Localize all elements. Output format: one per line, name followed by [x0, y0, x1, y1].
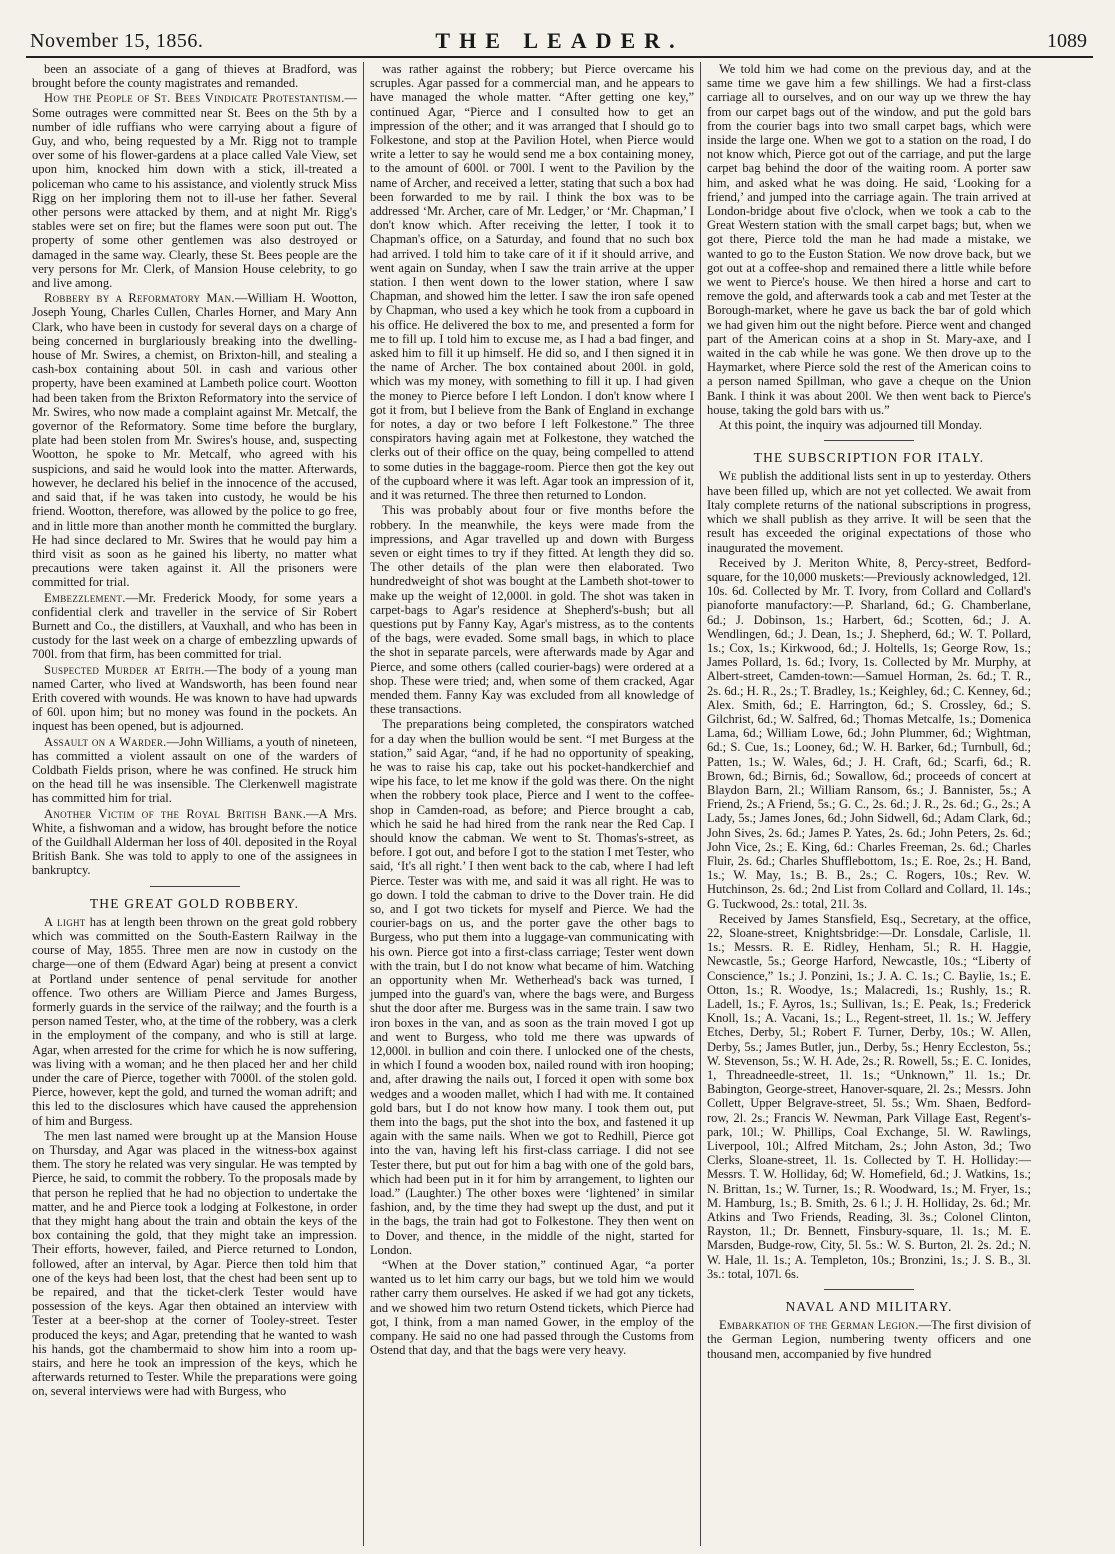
- gold-robbery-paragraph-3: was rather against the robbery; but Pierce overcame his scruples. Agar passed for a commercial man, and he appears to have managed the whole matter. “After getting one key,” continued Agar, “Pierce and I consulted how to get an impression of the other; and it was arranged that I should go to Folkestone, and stop at the Pavilion Hotel, when Pierce would write a letter to say he would send me a box containing money, to the amount of 600l. or 700l. I went to the Pavilion by the name of Archer, and received a letter, stating that such a box had been forwarded to me by rail. I think the box was to be addressed ‘Mr. Archer, care of Mr. Ledger,’ or ‘Mr. Chapman,’ I don't know which. After receiving the letter, I took it to Chapman's office, on a Saturday, and found that no such box had arrived. I told him to take care of it if it should arrive, and went again on Sunday, when I saw the train arrive at the upper station. I then went down to the lower station, where I saw Chapman, and showed him the letter. I saw the iron safe opened by Chapman, who used a key which he took from a cupboard in his office. He delivered the box to me, and presented a form for me to fill up. I told him to excuse me, as I had a bad finger, and asked him to fill it up himself. He did so, and I then signed it in the name of Archer. The box contained about 200l. in gold, which was my money, with something to fill it up. I had given the money to Pierce before I left London. I don't know where I got it from, but I believe from the Bank of England in exchange for notes, a day or two before I left Folkestone.” The three conspirators having again met at Folkestone, they watched the clerks out of their office on the quay, being compelled to attend to some duties in the baggage-room. Pierce then got the key out of the cupboard where it was left. Agar took an impression of it, and it was returned. The three then returned to London.: [370, 62, 694, 503]
- italy-subscription-list-1: Received by J. Meriton White, 8, Percy-street, Bedford-square, for the 10,000 muskets:—Previously acknowledged, 12l. 10s. 6d. Collected by Mr. T. Ivory, from Collard and Collard's pianoforte manufactory:—P. Sharland, 6d.; G. Chamberlane, 6d.; J. Dobinson, 1s.; Harbert, 6d.; Scotten, 6d.; J. A. Wendlingen, 6d.; J. Dean, 1s.; J. Shepherd, 6d.; W. T. Pollard, 1s.; Cox, 1s.; Kirkwood, 6d.; J. Holtells, 1s; George Row, 1s.; James Pollard, 1s. 6d.; Ivory, 1s. Collected by Mr. Murphy, at Albert-street, Camden-town:—Samuel Horman, 2s. 6d.; T. R., 2s. 6d.; H. R., 2s.; T. Bradley, 1s.; Keighley, 6d.; C. Kenney, 6d.; Alex. Smith, 6d.; E. Harrington, 6d.; S. Crossley, 6d.; S. Gilchrist, 6d.; W. Salfred, 6d.; Thomas Metcalfe, 1s.; Domenica Lama, 6d.; William Lowe, 6d.; John Plummer, 6d.; Wightman, 6d.; S. Cue, 1s.; Looney, 6d.; W. H. Barker, 6d.; Turnbull, 6d.; Patten, 1s.; W. Wales, 6d.; J. H. Craft, 6d.; Scarfi, 6d.; R. Brown, 6d.; Birnis, 6d.; Sowallow, 6d.; proceeds of concert at Blaydon Barn, 2l.; William Ransom, 6s.; J. Bannister, 5s.; A Friend, 2s.; A Friend, 5s.; G. C., 2s. 6d.; J. R., 2s. 6d.; G., 2s.; A Lady, 5s.; James Jones, 6d.; John Sidwell, 6d.; Adam Clark, 6d.; John Sives, 2s. 6d.; James P. Yates, 2s. 6d.; John Peters, 2s. 6d.; John Vice, 2s.; E. King, 6d.: Charles Freeman, 2s. 6d.; Charles Fluir, 2s. 6d.; Charles Shufflebottom, 1s.; E. Roe, 2s.; H. Band, 1s.; W. May, 1s.; B. B., 2s.; C. Rogers, 10s.; Rev. W. Hutchinson, 2s. 6d.; 2nd List from Collard and Collard, 1l. 14s.; G. Tuckwood, 2s.: total, 21l. 3s.: [707, 555, 1031, 911]
- lead-words: A light: [44, 914, 86, 929]
- article-royal-british-bank: [32, 807, 357, 878]
- article-body: —The first division of the German Legion, numbering twenty officers and one thousand men, accompanied by five hundred: [707, 1318, 1031, 1361]
- gold-robbery-paragraph-1: [32, 915, 357, 1128]
- column-3: [700, 62, 1037, 1546]
- italy-subscription-list-2: Received by James Stansfield, Esq., Secretary, at the office, 22, Sloane-street, Knightsbridge:—Dr. Lonsdale, Carlisle, 1l. 1s.; Messrs. R. E. Ridley, Henham, 5l.; R. H. Haggie, Newcastle, 5s.; George Harford, Newcastle, 10s.; “Liberty of Conscience,” 1s.; J. Ponzini, 1s.; J. A. C. 1s.; C. Baylie, 1s.; E. Otton, 1s.; R. Woodye, 1s.; Malacredi, 1s.; Rushly, 1s.; R. Ladell, 1s.; F. Ayros, 1s.; Sullivan, 1s.; E. Peak, 1s.; Frederick Knoll, 1s.; A. Vacani, 1s.; L., Regent-street, 1l. 1s.; W. Jeffery Etches, Derby, 5l.; Robert F. Turner, Derby, 10s.; W. Allen, Derby, 5s.; James Butler, jun., Derby, 5s.; Henry Eccleston, 5s.; W. Stevenson, 5s.; W. H. Ade, 2s.; R. Rowell, 5s.; E. C. Ionides, 1, Threadneedle-street, 1l. 1s.; “Unknown,” 1l. 1s.; Dr. Babington, George-street, Hanover-square, 2l. 2s.; Messrs. John Collett, Upper Belgrave-street, 5l. 5s.; Wm. Shaen, Bedford-row, 2l. 2s.; Francis W. Newman, Park Village East, Regent's-park, 10l.; W. Phillips, Coal Exchange, 5l. W. Rawlings, Liverpool, 10l.; Alfred Mitcham, 2s.; John Aston, 3d.; Two Clerks, Sloane-street, 1l. 1s. Collected by T. H. Holliday:—Messrs. T. W. Holliday, 6d; W. Homefield, 6d.; J. Watkins, 1s.; N. Brittan, 1s.; W. Turner, 1s.; R. Woodward, 1s.; M. Fryer, 1s.; M. Hamburg, 1s.; B. Smith, 2s. 6 l.; J. H. Holliday, 2s. 6d.; Mr. Atkins and Two Friends, Reading, 3l. 3s.; Colonel Clinton, Rayston, 1l.; Dr. Bennett, Finsbury-square, 1l. 1s.; M. E. Marsden, Budge-row, City, 5l. 5s.: W. S. Burton, 2l. 2s. 2d.; N. W. Hale, 1l. 1s.; A. Templeton, 10s.; Bronzini, 1s.; J. S. B., 3l. 3s.: total, 107l. 6s.: [707, 911, 1031, 1281]
- gold-robbery-paragraph-4: This was probably about four or five months before the robbery. In the meanwhile, the keys were made from the impressions, and Agar travelled up and down with Burgess seven or eight times to try if they fitted. At length they did so. The other details of the plan were then elaborated. Two hundredweight of shot was bought at the Lambeth shot-tower to make up the weight of 12,000l. in gold. The shot was taken in carpet-bags to Agar's residence at Shepherd's-bush; but all questions put by Fanny Kay, Agar's mistress, as to the contents of the bags, were evaded. Some small bags, in which to place the shot in separate parcels, were afterwards made by Agar and Pierce, and some others (called courier-bags) were ordered at a shop. These were tried; and, when some of them cracked, Agar mended them. Fanny Kay was excluded from all knowledge of these transactions.: [370, 503, 694, 717]
- section-divider: [824, 1289, 914, 1290]
- masthead: [26, 0, 1093, 58]
- article-german-legion: [707, 1318, 1031, 1361]
- issue-date: November 15, 1856.: [30, 30, 204, 52]
- article-embezzlement: [32, 591, 357, 662]
- column-2: [363, 62, 700, 1546]
- article-body: —Some outrages were committed near St. Bees on the 5th by a number of idle ruffians who were carrying about a figure of Guy, and who, being requested by a Mr. Rigg not to trample over some of his flower-gardens at a place called Vale View, set upon him, knocked him down with a stick, ill-treated a policeman who came to his assistance, and violently struck Miss Rigg on her imploring them not to ill-use her father. Several other persons were attacked by them, and at night Mr. Rigg's stables were set on fire; but the flames were soon put out. The property of some other gentlemen was also destroyed or damaged in the same way. Clearly, these St. Bees people are the very persons for Mr. Clerk, of Mansion House celebrity, to go and live among.: [32, 91, 357, 291]
- gold-robbery-adjournment: At this point, the inquiry was adjourned till Monday.: [719, 418, 983, 433]
- article-body: —Mr. Frederick Moody, for some years a confidential clerk and traveller in the service of Sir Robert Burnett and Co., the distillers, at Vauxhall, and who has been in custody for the last week on a charge of embezzling upwards of 700l. from that firm, has been committed for trial.: [32, 590, 357, 662]
- section-divider: [824, 440, 914, 441]
- article-headline: How the People of St. Bees Vindicate Protestantism.: [44, 91, 345, 106]
- article-headline: Embarkation of the German Legion.: [719, 1318, 919, 1333]
- article-st-bees: [32, 91, 357, 290]
- article-body: —John Williams, a youth of nineteen, has committed a violent assault on one of the warders of Coldbath Fields prison, where he was confined. He struck him on the head till he was insensible. The Clerkenwell magistrate has committed him for trial.: [32, 734, 357, 806]
- article-headline: Suspected Murder at Erith.: [44, 662, 205, 677]
- gold-robbery-paragraph-2: The men last named were brought up at the Mansion House on Thursday, and Agar was placed in the witness-box against them. The story he related was very singular. He was tempted by Pierce, he said, to commit the robbery. To the proposals made by that person he replied that he had no objection to undertake the matter, and he and Pierce took a lodging at Folkestone, in order that they might hang about the train and obtain the keys of the box containing the gold, that they might take an impression. Their efforts, however, failed, and Pierce returned to London, followed, after an interval, by Agar. Pierce then told him that one of the keys had been lost, that the chest had been sent up to be repaired, and that the ticket-clerk Tester would have possession of the keys. Agar then obtained an interview with Tester at a beer-shop at the corner of Tooley-street. Tester produced the keys; and Agar, pretending that he wanted to wash his hands, got the chambermaid to show him into a room up-stairs, and here he took an impression of the keys, which he afterwards returned to Tester. While the preparations were going on, several interviews were had with Burgess, who: [32, 1128, 357, 1399]
- page-number: 1089: [1047, 30, 1087, 52]
- article-body: —The body of a young man named Carter, who lived at Wandsworth, has been found near Erith covered with wounds. He was known to have had upwards of 60l. upon him; but no money was found in the pockets. An inquest has been opened, but is adjourned.: [32, 662, 357, 734]
- section-heading-gold-robbery: THE GREAT GOLD ROBBERY.: [89, 895, 300, 911]
- paragraph-text: publish the additional lists sent in up to yesterday. Others have been filled up, which are not yet collected. We await from Italy complete returns of the national subscriptions in progress, which we shall publish as they arrive. It will be seen that the result has exceeded the original expectations of those who inaugurated the movement.: [707, 469, 1031, 555]
- newspaper-title: THE LEADER.: [435, 28, 684, 53]
- article-warder-assault: [32, 735, 357, 806]
- section-heading-naval: NAVAL AND MILITARY.: [785, 1299, 953, 1315]
- text-columns: [26, 62, 1093, 1546]
- paragraph-continued: been an associate of a gang of thieves at Bradford, was brought before the county magistrates and remanded.: [32, 62, 357, 91]
- gold-robbery-paragraph-6: “When at the Dover station,” continued Agar, “a porter wanted us to let him carry our bags, but we told him we would rather carry them ourselves. He asked if we had got any tickets, and we showed him two return Ostend tickets, which Pierce had got, I think, from a man named Gower, in the employ of the company. He said no one had passed through the Customs from Ostend that day, and that the bags were very heavy.: [370, 1258, 694, 1358]
- italy-paragraph-1: [707, 469, 1031, 554]
- section-heading-italy: THE SUBSCRIPTION FOR ITALY.: [753, 450, 985, 466]
- article-body: —A Mrs. White, a fishwoman and a widow, has brought before the notice of the Guildhall Alderman her loss of 40l. deposited in the Royal British Bank. She was told to apply to one of the assignees in bankruptcy.: [32, 806, 357, 878]
- article-erith-murder: [32, 663, 357, 734]
- article-headline: Embezzlement.: [44, 590, 126, 605]
- article-body: —William H. Wootton, Joseph Young, Charles Cullen, Charles Horner, and Mary Ann Clark, who have been in custody for several days on a charge of being concerned in burglariously breaking into the dwelling-house of Mr. Swires, a chemist, on Brixton-hill, and stealing a cash-box containing about 50l. in cash and various other property, have been examined at Lambeth police court. Wootton had been taken from the Brixton Reformatory into the service of Mr. Swires, who now made a complaint against Mr. Metcalf, the governor of the Reformatory. Some time before the burglary, plate had been stolen from Mr. Swires's house, and, suspecting Wootton, he spoke to Mr. Metcalf, who agreed with his suspicions, and said he would look into the matter. Afterwards, however, he declared his belief in the innocence of the accused, and said that, if he was taken into custody, he would be his friend. Wootton, therefore, was allowed by the police to go free, and in little more than another month he committed the burglary. He had since declared to Mr. Swires that he would pay him a third visit as soon as he gained his liberty, no matter what precautions were taken against it. All the prisoners were committed for trial.: [32, 291, 357, 590]
- gold-robbery-paragraph-5: The preparations being completed, the conspirators watched for a day when the bullion would be sent. “I met Burgess at the station,” said Agar, “and, if he had no opportunity of speaking, he was to raise his cap, take out his pocket-handkerchief and wipe his face, to let me know if the gold was there. On the night when the robbery took place, Pierce and I went to the coffee-shop in Camden-road, as before; and Pierce brought a cab, which he said he had hired from the rank near the Red Cap. I should know the cabman. We went to St. Thomas's-street, as before. I got out, and before I got to the station I met Tester, who said, ‘It's all right.’ I then went back to the cab, where I had left Pierce. Tester was with me, and said it was all right. He was to go down. I told the cabman to drive to the Dover train. He did so, and I got two tickets for myself and Pierce. We had the courier-bags on us, and the porter gave the other bags to Burgess, who put them into a luggage-van communicating with his own. Pierce got into a first-class carriage; Tester went down with the train, but I do not know what became of him. Watching an opportunity when Mr. Wetherhead's back was turned, I jumped into the guard's van, where the bags were, and Burgess shut the door after me. Burgess was in the same train. I saw two iron boxes in the van, and as soon as the train moved I got up and went to Burgess, who told me there was upwards of 12,000l. in bullion and coin there. I unlocked one of the chests, in which I found a wooden box, nailed round with iron hooping; and, after drawing the nails out, I forced it open with some box wedges and a wooden mallet, which I had with me. It contained gold bars, but I do not know how many. I took them out, put them into the bags, put the shot into the box, and fastened it up again with the same nails. When we got to Redhill, Pierce got into the van, having left his first-class carriage. I did not see Tester there, but put out for him a bag with one of the gold bars, which had been put in it for him by arrangement, to lighten our load.” (Laughter.) The other boxes were ‘lightened’ in similar fashion, and, by the time they had swept up the dust, and put it in the bags, the train had got to Folkestone. They then went on to Dover, and thence, in the middle of the night, started for London.: [370, 717, 694, 1257]
- column-1: [26, 62, 363, 1546]
- section-divider: [150, 886, 240, 887]
- gold-robbery-paragraph-7: We told him we had come on the previous day, and at the same time we gave him a few shillings. We had a first-class carriage all to ourselves, and on our way up we threw the hay from our carpet bags out of the window, and put the gold bars from the courier bags into two small carpet bags, which were inside the large one. When we got to a station on the road, I do not know which, Pierce got out of the carriage, and put the large carpet bag behind the door of the waiting room. A porter saw him, and asked what he was doing. He said, ‘Looking for a friend,’ and jumped into the carriage again. The train arrived at London-bridge about five o'clock, when we took a cab to the Great Western station with the small carpet bags; but, when we got there, Pierce told the man he had made a mistake, we wanted to go to the Euston Station. We now drove back, but we got out at a coffee-shop and remained there a little while before we went to Pierce's house. We then hired a horse and cart to remove the gold, and afterwards took a cab and met Tester at the Borough-market, where he gave us back the bar of gold which we had given him out the night before. Pierce went and changed part of the American coins at a shop in St. Mary-axe, and I waited in the cab while he was gone. We then drove up to the Haymarket, where Pierce sold the rest of the American coins to a person named Spillman, who gave a cheque on the Union Bank. I think it was about 200l. We then went back to Pierce's house, taking the gold bars with us.”: [707, 62, 1031, 417]
- paragraph-text: has at length been thrown on the great gold robbery which was committed on the South-Eastern Railway in the course of May, 1855. Three men are now in custody on the charge—one of them (Edward Agar) being at present a convict at Portland under sentence of penal servitude for another offence. Two others are William Pierce and James Burgess, formerly guards in the service of the railway; and the fourth is a person named Tester, who, at the time of the robbery, was a clerk in the employment of the company, and who is still at large. Agar, when arrested for the crime for which he is now suffering, was living with a woman; and he then placed her and her child under the care of Pierce, together with 7000l. of the stolen gold. Pierce, however, kept the gold, and turned the woman adrift; and this led to the disclosures which have caused the apprehension of him and Burgess.: [32, 914, 357, 1128]
- lead-words: We: [719, 469, 737, 484]
- article-headline: Assault on a Warder.: [44, 734, 167, 749]
- article-headline: Another Victim of the Royal British Bank.: [44, 806, 307, 821]
- article-headline: Robbery by a Reformatory Man.: [44, 291, 235, 306]
- article-reformatory-robbery: [32, 291, 357, 589]
